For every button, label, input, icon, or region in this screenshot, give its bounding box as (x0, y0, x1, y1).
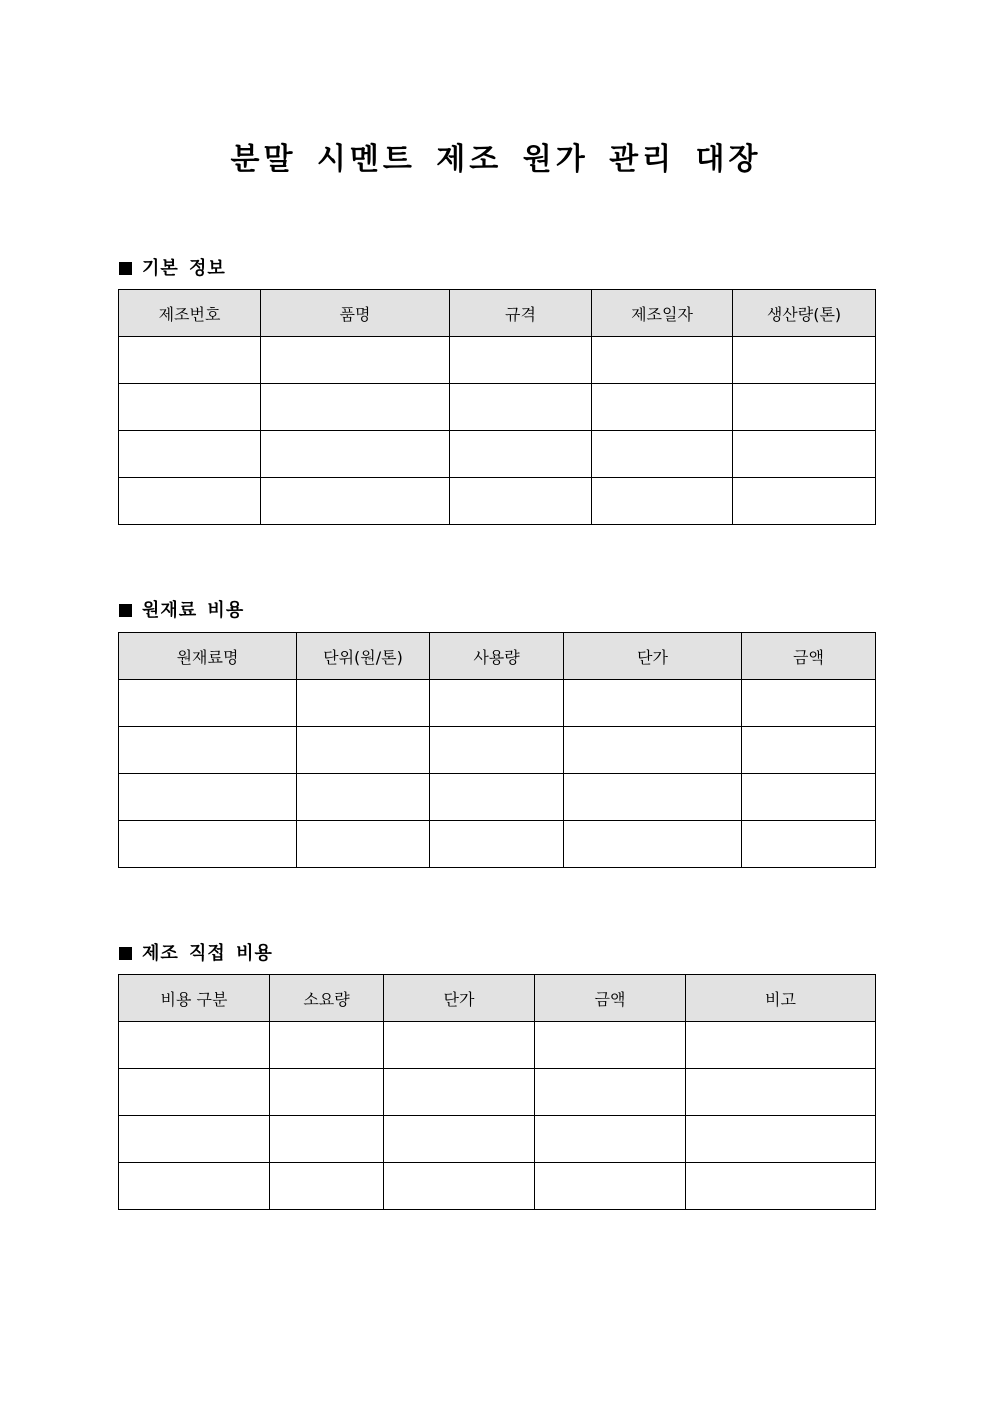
table-cell[interactable] (592, 384, 733, 431)
table-cell[interactable] (270, 1022, 384, 1069)
column-header: 품명 (261, 290, 450, 337)
table-header-row (119, 633, 876, 680)
table-cell[interactable] (686, 1069, 876, 1116)
table-cell[interactable] (733, 478, 876, 525)
table-row (119, 1022, 876, 1069)
table-cell[interactable] (450, 431, 592, 478)
table-cell[interactable] (384, 1116, 535, 1163)
table-cell[interactable] (430, 680, 564, 727)
table-cell[interactable] (119, 384, 261, 431)
table-cell[interactable] (742, 727, 876, 774)
table-cell[interactable] (270, 1116, 384, 1163)
table-cell[interactable] (297, 727, 430, 774)
table-cell[interactable] (592, 478, 733, 525)
column-header: 제조일자 (592, 290, 733, 337)
table-cell[interactable] (119, 727, 297, 774)
table-cell[interactable] (384, 1022, 535, 1069)
column-header: 비고 (686, 975, 876, 1022)
table-cell[interactable] (261, 384, 450, 431)
table-cell[interactable] (119, 478, 261, 525)
table-cell[interactable] (733, 431, 876, 478)
table-cell[interactable] (384, 1163, 535, 1210)
section-heading-basic-info (119, 254, 226, 280)
table-cell[interactable] (261, 478, 450, 525)
table-cell[interactable] (119, 1116, 270, 1163)
square-bullet-icon (119, 262, 132, 275)
table-row (119, 774, 876, 821)
column-header: 단가 (384, 975, 535, 1022)
table-cell[interactable] (119, 1069, 270, 1116)
square-bullet-icon (119, 947, 132, 960)
table-cell[interactable] (261, 337, 450, 384)
column-header: 원재료명 (119, 633, 297, 680)
section-heading-direct-manufacturing-cost (119, 939, 273, 965)
column-header: 단위(원/톤) (297, 633, 430, 680)
table-cell[interactable] (119, 1163, 270, 1210)
table-cell[interactable] (119, 774, 297, 821)
table-cell[interactable] (297, 821, 430, 868)
section-heading-label: 제조 직접 비용 (142, 943, 273, 964)
table-cell[interactable] (564, 727, 742, 774)
table-row (119, 431, 876, 478)
table-cell[interactable] (261, 431, 450, 478)
column-header: 제조번호 (119, 290, 261, 337)
direct-manufacturing-cost-table (118, 974, 876, 1210)
table-row (119, 680, 876, 727)
table-header-row (119, 975, 876, 1022)
column-header: 규격 (450, 290, 592, 337)
table-cell[interactable] (535, 1069, 686, 1116)
table-row (119, 1069, 876, 1116)
table-cell[interactable] (119, 821, 297, 868)
column-header: 금액 (535, 975, 686, 1022)
table-cell[interactable] (430, 821, 564, 868)
document-title: 분말 시멘트 제조 원가 관리 대장 (230, 142, 762, 177)
table-cell[interactable] (686, 1163, 876, 1210)
table-cell[interactable] (733, 384, 876, 431)
table-cell[interactable] (564, 821, 742, 868)
table-row (119, 337, 876, 384)
table-cell[interactable] (119, 680, 297, 727)
table-cell[interactable] (742, 774, 876, 821)
table-row (119, 478, 876, 525)
table-cell[interactable] (564, 774, 742, 821)
table-cell[interactable] (450, 337, 592, 384)
raw-material-cost-table (118, 632, 876, 868)
column-header: 금액 (742, 633, 876, 680)
column-header: 사용량 (430, 633, 564, 680)
table-cell[interactable] (535, 1022, 686, 1069)
table-row (119, 727, 876, 774)
table-cell[interactable] (592, 431, 733, 478)
table-cell[interactable] (450, 478, 592, 525)
table-cell[interactable] (564, 680, 742, 727)
column-header: 비용 구분 (119, 975, 270, 1022)
table-cell[interactable] (450, 384, 592, 431)
basic-info-table (118, 289, 876, 525)
table-cell[interactable] (686, 1022, 876, 1069)
section-heading-raw-material-cost (119, 596, 244, 622)
table-cell[interactable] (270, 1163, 384, 1210)
table-cell[interactable] (119, 337, 261, 384)
column-header: 생산량(톤) (733, 290, 876, 337)
table-row (119, 384, 876, 431)
table-row (119, 1163, 876, 1210)
section-heading-label: 기본 정보 (142, 258, 226, 279)
table-row (119, 1116, 876, 1163)
table-cell[interactable] (270, 1069, 384, 1116)
table-cell[interactable] (297, 680, 430, 727)
table-cell[interactable] (733, 337, 876, 384)
column-header: 소요량 (270, 975, 384, 1022)
table-cell[interactable] (430, 727, 564, 774)
column-header: 단가 (564, 633, 742, 680)
section-heading-label: 원재료 비용 (142, 600, 245, 621)
table-cell[interactable] (430, 774, 564, 821)
table-cell[interactable] (535, 1116, 686, 1163)
table-cell[interactable] (742, 821, 876, 868)
table-cell[interactable] (119, 1022, 270, 1069)
table-cell[interactable] (592, 337, 733, 384)
square-bullet-icon (119, 604, 132, 617)
table-header-row (119, 290, 876, 337)
table-cell[interactable] (686, 1116, 876, 1163)
table-cell[interactable] (742, 680, 876, 727)
table-cell[interactable] (119, 431, 261, 478)
table-cell[interactable] (535, 1163, 686, 1210)
table-cell[interactable] (297, 774, 430, 821)
table-row (119, 821, 876, 868)
table-cell[interactable] (384, 1069, 535, 1116)
